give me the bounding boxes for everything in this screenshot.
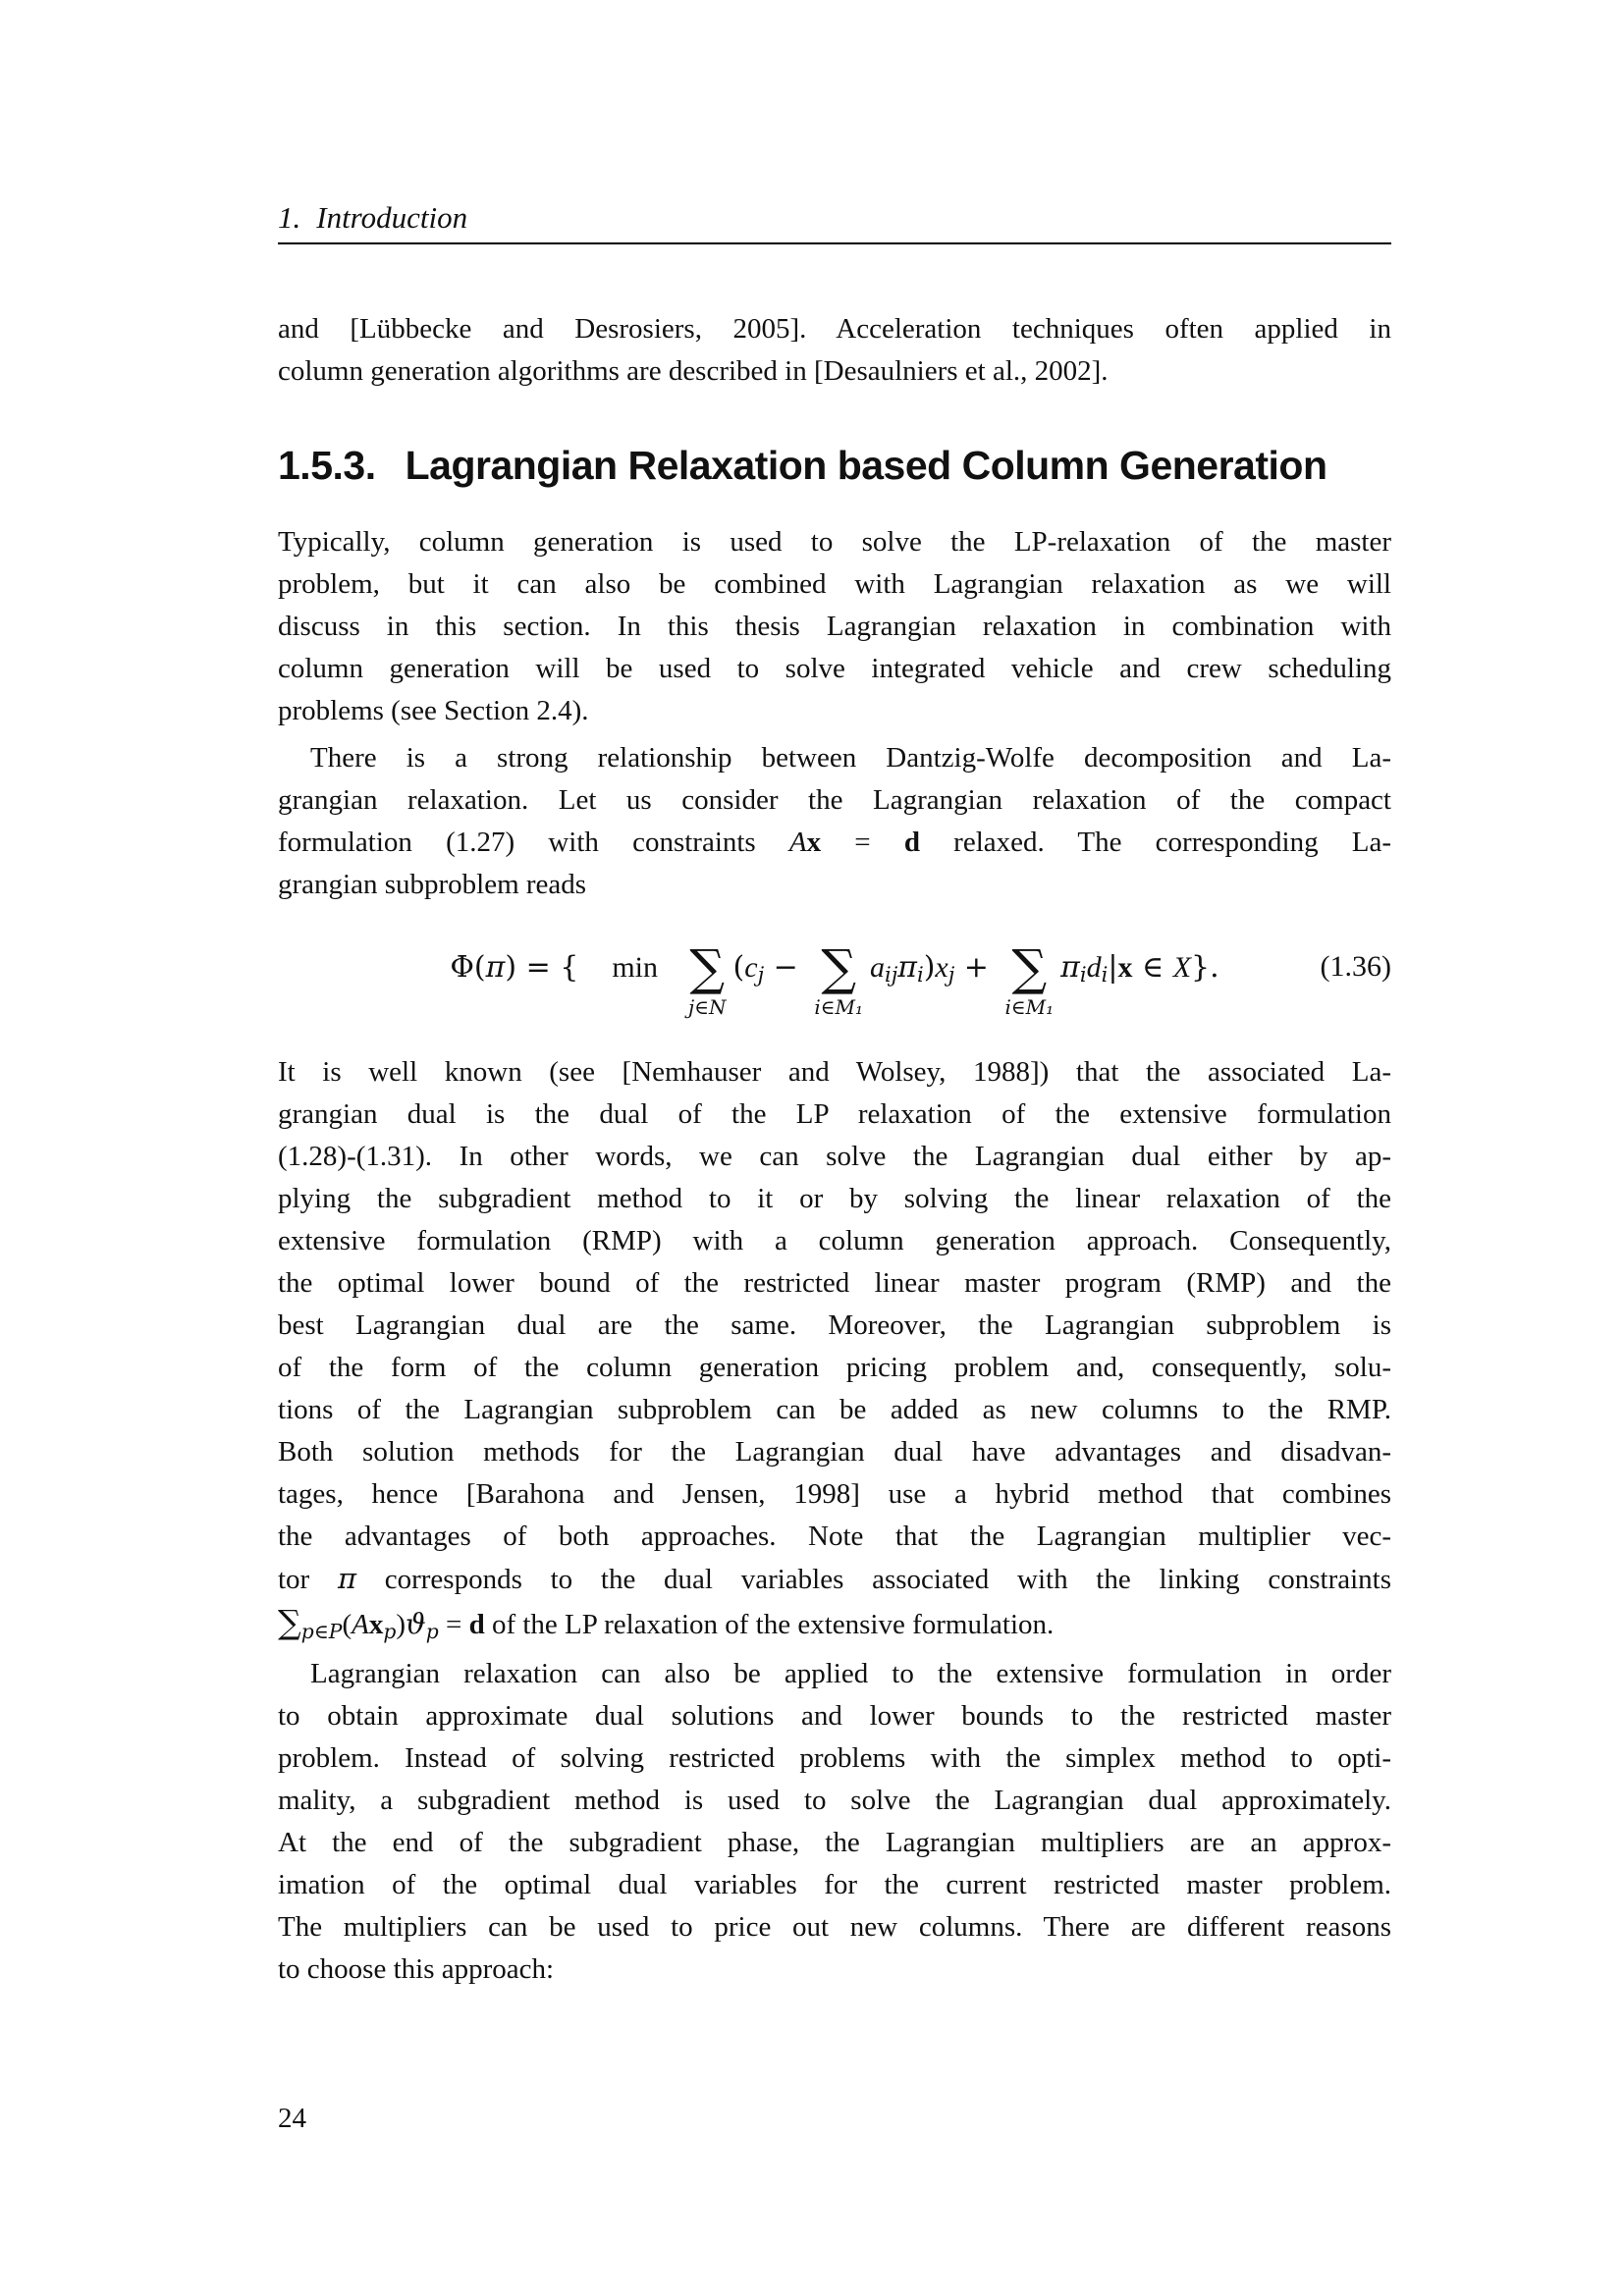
text-line: Both solution methods for the Lagrangian dual have advantages and disadvan- bbox=[278, 1436, 1391, 1468]
chapter-title: Introduction bbox=[316, 200, 468, 235]
equation-1-36 bbox=[278, 934, 1391, 1064]
text-line: grangian dual is the dual of the LP relaxation of the extensive formulation bbox=[278, 1098, 1391, 1130]
summation-symbol bbox=[814, 939, 864, 1019]
math-segment: p bbox=[425, 1620, 439, 1644]
text-line: The multipliers can be used to price out new columns. There are different reasons bbox=[278, 1911, 1391, 1943]
math-segment: formulation (1.27) with constraints bbox=[278, 827, 789, 858]
chapter-number: 1. bbox=[278, 200, 301, 235]
math-segment: }. bbox=[1191, 949, 1219, 985]
math-segment: d bbox=[468, 1609, 485, 1640]
paragraph-typically bbox=[278, 521, 1391, 732]
math-segment: ϑ bbox=[406, 1607, 426, 1640]
math-segment: x bbox=[806, 827, 822, 858]
math-segment: π bbox=[337, 1562, 357, 1595]
text-line: the optimal lower bound of the restricted linear master program (RMP) and the bbox=[278, 1267, 1391, 1299]
math-segment: d bbox=[1086, 950, 1102, 984]
text-line bbox=[278, 1601, 1391, 1653]
text-line: column generation will be used to solve integrated vehicle and crew scheduling bbox=[278, 653, 1391, 684]
text-line bbox=[278, 1558, 1391, 1601]
math-segment: ) bbox=[396, 1609, 406, 1640]
text-line: (1.28)-(1.31). In other words, we can solve the Lagrangian dual either by ap- bbox=[278, 1141, 1391, 1172]
section-title: Lagrangian Relaxation based Column Generation bbox=[405, 443, 1327, 488]
text-line: mality, a subgradient method is used to solve the Lagrangian dual approximately. bbox=[278, 1785, 1391, 1816]
math-segment: π bbox=[1060, 949, 1080, 985]
math-segment: − bbox=[764, 949, 808, 985]
text-line: Lagrangian relaxation can also be applied to the extensive formulation in order bbox=[310, 1658, 1391, 1689]
math-segment: i bbox=[1101, 963, 1109, 988]
text-line: grangian relaxation. Let us consider the Lagrangian relaxation of the compact bbox=[278, 784, 1391, 816]
summation-limit: i∈M₁ bbox=[1004, 995, 1055, 1019]
paragraph-intro-references bbox=[278, 308, 1391, 393]
text-line bbox=[278, 822, 1391, 864]
text-line: of the form of the column generation pricing problem and, consequently, solu- bbox=[278, 1352, 1391, 1383]
math-segment: d bbox=[903, 827, 920, 858]
summation-limit: j∈N bbox=[688, 995, 727, 1019]
sigma-glyph: ∑ bbox=[1011, 939, 1048, 996]
text-line: discuss in this section. In this thesis Lagrangian relaxation in combination with bbox=[278, 611, 1391, 642]
math-segment: relaxed. The corresponding La- bbox=[919, 827, 1391, 858]
sigma-glyph: ∑ bbox=[689, 939, 726, 996]
text-line: plying the subgradient method to it or by solving the linear relaxation of the bbox=[278, 1183, 1391, 1214]
text-line: best Lagrangian dual are the same. Moreover, the Lagrangian subproblem is bbox=[278, 1309, 1391, 1341]
paragraph-extensive-formulation bbox=[278, 1653, 1391, 1991]
text-line: There is a strong relationship between Dantzig-Wolfe decomposition and La- bbox=[310, 742, 1391, 774]
text-line: tages, hence [Barahona and Jensen, 1998] use a hybrid method that combines bbox=[278, 1478, 1391, 1510]
section-heading bbox=[278, 442, 1391, 490]
text-line: imation of the optimal dual variables for the current restricted master problem. bbox=[278, 1869, 1391, 1900]
running-header bbox=[278, 199, 1391, 236]
math-segment: x bbox=[368, 1609, 384, 1640]
header-rule bbox=[278, 242, 1391, 244]
math-segment: π bbox=[485, 949, 506, 985]
math-segment: ) = { bbox=[505, 949, 579, 985]
math-segment: ) bbox=[923, 949, 936, 985]
math-segment: of the LP relaxation of the extensive formulation. bbox=[484, 1609, 1055, 1640]
math-segment: + bbox=[954, 949, 999, 985]
text-line: problem, but it can also be combined with Lagrangian relaxation as we will bbox=[278, 568, 1391, 600]
text-line: to obtain approximate dual solutions and lower bounds to the restricted master bbox=[278, 1700, 1391, 1732]
paragraph-well-known bbox=[278, 1051, 1391, 1653]
math-segment: ij bbox=[885, 963, 898, 988]
math-segment: i bbox=[1079, 963, 1087, 988]
text-line: to choose this approach: bbox=[278, 1953, 555, 1985]
math-segment: p bbox=[383, 1620, 397, 1644]
math-segment: ∈ bbox=[1132, 949, 1173, 985]
text-line: At the end of the subgradient phase, the Lagrangian multipliers are an approx- bbox=[278, 1827, 1391, 1858]
text-line: grangian subproblem reads bbox=[278, 869, 587, 900]
math-segment: | bbox=[1108, 949, 1118, 985]
math-segment: tor bbox=[278, 1564, 338, 1595]
text-line: problems (see Section 2.4). bbox=[278, 695, 589, 726]
math-segment: ( bbox=[732, 949, 745, 985]
math-segment: = bbox=[438, 1609, 469, 1640]
text-line: column generation algorithms are described in [Desaulniers et al., 2002]. bbox=[278, 355, 1109, 387]
math-segment: a bbox=[870, 950, 886, 984]
math-segment: x bbox=[935, 950, 948, 984]
equation-number: (1.36) bbox=[1320, 950, 1391, 983]
text-line: the advantages of both approaches. Note that the Lagrangian multiplier vec- bbox=[278, 1521, 1391, 1552]
math-segment: j bbox=[947, 963, 955, 988]
text-line: extensive formulation (RMP) with a column generation approach. Consequently, bbox=[278, 1225, 1391, 1256]
math-segment: ( bbox=[342, 1609, 352, 1640]
summation-symbol bbox=[1004, 939, 1055, 1019]
math-segment: corresponds to the dual variables associated with the linking constraints bbox=[356, 1564, 1392, 1595]
summation-symbol bbox=[688, 939, 727, 1019]
text-line: tions of the Lagrangian subproblem can be added as new columns to the RMP. bbox=[278, 1394, 1391, 1425]
section-number: 1.5.3. bbox=[278, 443, 376, 488]
math-segment: c bbox=[744, 950, 758, 984]
math-segment: min bbox=[612, 950, 659, 984]
math-segment: X bbox=[1172, 950, 1192, 984]
math-segment: ∑ bbox=[278, 1603, 301, 1641]
math-segment: Φ( bbox=[450, 949, 486, 985]
paragraph-relationship bbox=[278, 737, 1391, 906]
text-line: It is well known (see [Nemhauser and Wolsey, 1988]) that the associated La- bbox=[278, 1056, 1391, 1088]
equation-body bbox=[278, 934, 1391, 1019]
math-segment: x bbox=[1117, 950, 1133, 984]
math-segment: π bbox=[897, 949, 917, 985]
sigma-glyph: ∑ bbox=[821, 939, 857, 996]
summation-limit: i∈M₁ bbox=[814, 995, 864, 1019]
math-segment: j bbox=[757, 963, 765, 988]
math-segment: p∈P bbox=[300, 1620, 343, 1644]
math-segment: = bbox=[821, 827, 904, 858]
text-line: and [Lübbecke and Desrosiers, 2005]. Acceleration techniques often applied in bbox=[278, 313, 1391, 345]
text-line: problem. Instead of solving restricted problems with the simplex method to opti- bbox=[278, 1742, 1391, 1774]
text-line: Typically, column generation is used to solve the LP-relaxation of the master bbox=[278, 526, 1391, 558]
math-segment: A bbox=[788, 827, 807, 858]
math-segment: A bbox=[352, 1609, 369, 1640]
math-segment: i bbox=[916, 963, 924, 988]
page-number: 24 bbox=[278, 2103, 306, 2134]
